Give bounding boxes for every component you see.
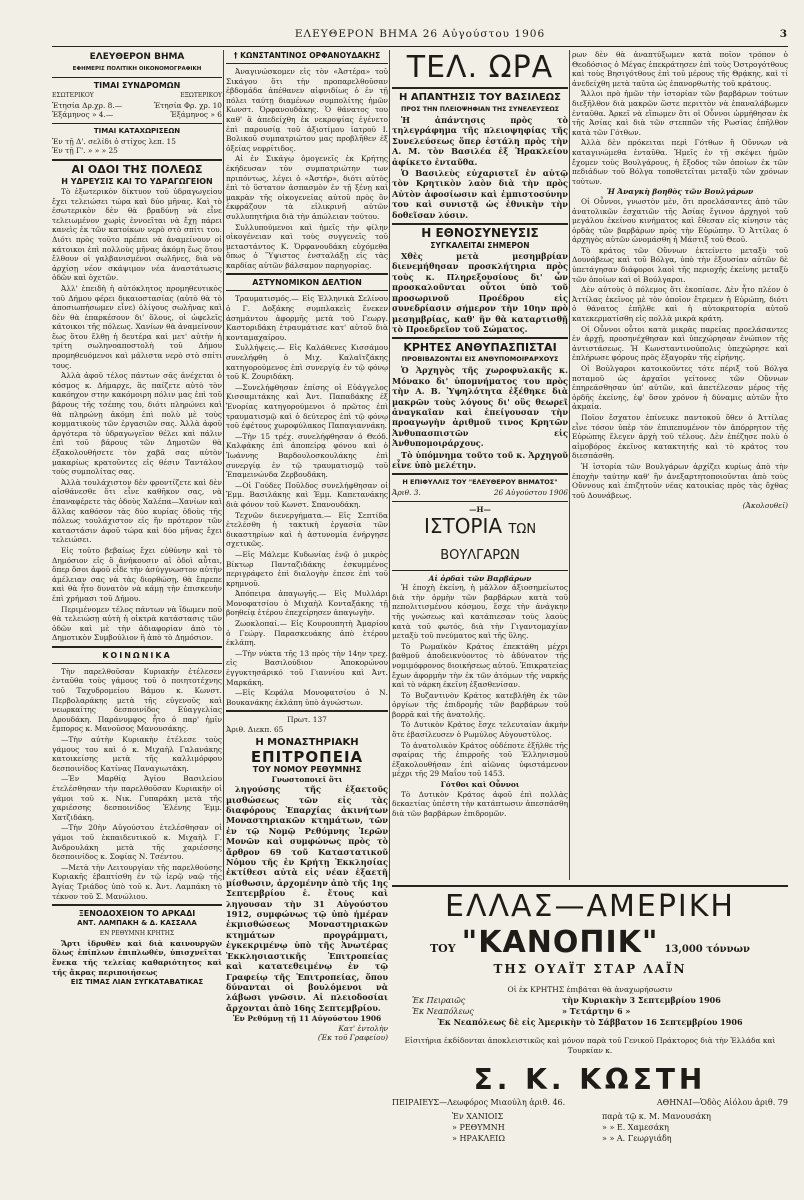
obituary-paragraph: Αἱ ἐν Σικάγῳ ὁμογενεῖς ἐκ Κρήτης ἐκήδευσαν τὸν συμπατριώτην των πριπόντως, λέγει ὁ «Ἀστήρ», διότι αὐτὸς ἐπὶ τὸ ὕστατον ἀσπασμὸν ἐν τῇ ξένῃ καὶ μακρὰν τῆς οἰκογενείας αὐτοῦ πρὸς ὃν ἐκφράζουν τὰ εἰλικρινῆ αὐτῶν συλλυπητήρια διὰ τὴν ἀπώλειαν τούτου. (226, 154, 388, 221)
history-paragraph: Τὸ ἀνατολικὸν Κράτος οὐδέποτε ἐξῆλθε τῆς σφαίρας τῆς ἐπιρροῆς τοῦ Ἑλληνισμοῦ ἐξακολουθήσαν ἐπὶ αἰῶνας ὑφιστάμενον μέχρι τῆς 29 Μαΐου τοῦ 1453. (392, 740, 568, 779)
obituary-title: † ΚΩΝΣΤΑΝΤΙΝΟΣ ΟΡΦΑΝΟΥΔΑΚΗΣ (233, 51, 381, 60)
monastery-subtitle: ΕΠΙΤΡΟΠΕΙΑ (250, 747, 364, 766)
police-paragraph: Τραυματισμός.— Εἰς Ἑλληνικὰ Σελίνου ὁ Γ. Δοξάκης συμπλακεὶς ἕνεκεν ἀσημάντου ἀφορμῆς μετὰ τοῦ Γεωργ. Καστοριδάκη ἐτραυμάτισε κατ' αὐτοῦ διὰ κονταμαχαίρου. (226, 294, 388, 342)
history-subheading: Γότθοι καὶ Οὖννοι (440, 780, 520, 790)
police-paragraph: Zωοκλοπαί.— Εἰς Κουρουπητὴ Ἀμαρίου ὁ Γεώργ. Παρασκευάκης ἀπὸ ἑτέρου ἐκλάπη. (226, 619, 388, 648)
king-title: Η ΑΠΑΝΤΗΣΙΣ ΤΟΥ ΒΑΣΙΛΕΩΣ (399, 92, 561, 103)
departure-date: τὴν Κυριακὴν 3 Σεπτεμβρίου 1906 (562, 995, 721, 1005)
monastery-signature: Κατ' ἐντολὴν (338, 1023, 388, 1033)
police-paragraph: —Εἰς Κεφάλα Μονοφατσίου ὁ Ν. Βουκανάκης ἐκλάπη ὑπὸ ἀγνώστων. (226, 688, 388, 707)
police-paragraph: Συλλήψεις.— Εἰς Καλάθενες Κισσάμου συνελήφθη ὁ Μιχ. Καλαϊτζάκης κατηγορούμενος ἐπὶ συνεργίᾳ ἐν τῷ φόνῳ τοῦ Κ. Ζουριδάκη. (226, 343, 388, 382)
ticket-note: Εἰσιτήρια ἐκδίδονται ἀποκλειστικῶς καὶ μόνον παρὰ τοῦ Γενικοῦ Πράκτορος διὰ τὴν Ἑλλάδα καὶ Τουρκίαν κ. (404, 1036, 776, 1055)
column-divider (389, 50, 390, 880)
agent-name: Σ. Κ. ΚΩΣΤΗ (473, 1063, 707, 1097)
social-paragraph: —Ἐν Μαρθίᾳ Ἁγίου Βασιλείου ἐτελέσθησαν τὴν παρελθοῦσαν Κυριακὴν οἱ γάμοι τοῦ κ. Νικ. Γυπαράκη μετὰ τῆς χαριέσσης δεσποινίδος Ἑλένης Ἐμμ. Χατζιδάκη. (52, 774, 222, 822)
ad-prices-title: ΤΙΜΑΙ ΚΑΤΑΧΩΡΙΣΕΩΝ (93, 126, 181, 135)
feuilleton-number: Ἀριθ. 3. (392, 488, 421, 498)
agent-address-piraeus: ΠΕΙΡΑΙΕΥΣ—Λεωφόρος Μιαούλη ἀριθ. 46. (392, 1098, 566, 1108)
officers-subtitle: ΠΡΟΒΙΒΑΖΟΝΤΑΙ ΕΙΣ ΑΝΘΥΠΟΜΟΙΡΑΡΧΟΥΣ (401, 355, 559, 364)
assembly-title: Η ΕΘΝΟΣΥΝΕΥΣΙΣ (421, 226, 539, 241)
history-continued-paragraph: ρων δὲν θὰ ἀναπτύξωμεν κατὰ ποῖον τρόπον ὁ Θεοδόσιος ὁ Μέγας ἐπεκράτησεν ἐπὶ τοὺς Ὀστρογότθους καὶ τοὺς Βησιγότθους ἐπὶ τοῦ μέρους τῆς Θρᾴκης, καὶ τί ἀνεδείχθη μετὰ ταῦτα ὡς ἐπανορθωτὴς τοῦ κράτους. (572, 50, 788, 88)
history-paragraph: Τὸ Δυτικὸν Κράτος ἔσχε τελευταίαν ἀκμὴν ὅτε ἐβασίλευσεν ὁ Ρωμύλος Αὐγουστύλος. (392, 720, 568, 740)
agent-address-athens: ΑΘΗΝΑΙ—Ὁδὸς Αἰόλου ἀριθ. 79 (656, 1098, 788, 1108)
column-divider (569, 50, 570, 880)
history-title-rest: ΤΩΝ ΒΟΥΛΓΑΡΩΝ (440, 521, 537, 563)
ad-price-row: Ἐν τῇ Γ'. » » » 25 (52, 146, 118, 156)
police-paragraph: —Εἰς Μάλεμε Κυδωνίας ἐνῷ ὁ μικρὸς Βίκτωρ Πανταζιδάκης ἐσκυμμένος περιγράφετο ἐπὶ διαλογὴν ἐπεσε ἐπὶ τοῦ κρημνοῦ. (226, 549, 388, 588)
latest-news-title: ΤΕΛ. ΩΡΑ (406, 50, 554, 85)
masthead (52, 28, 788, 44)
newspaper-logo: ΕΛΕΥΘΕΡΟΝ ΒΗΜΑ (89, 52, 185, 62)
officers-paragraph: Ὁ Ἀρχηγὸς τῆς χωροφυλακῆς κ. Μόνακο δι' ὑπομνήματος του πρὸς τὴν Α. Β. Ὑψηλότητα ἐξέθηκε διὰ μακρῶν τοὺς λόγους δι' οὓς θεωρεῖ ἀναγκαῖαν καὶ ἐπείγουσαν τὴν προαγωγὴν ἀριθμοῦ τινος Κρητῶν Ἀνθυπασπιστῶν εἰς Ἀνθυπομοιράρχους. (392, 365, 568, 449)
ship-name: "ΚΑΝΟΠΙΚ" (461, 925, 659, 960)
history-paragraph: Τὸ Βυζαντινὸν Κράτος κατεβλήθη ἐκ τῶν ὀργίων τῆς ἐπιδρομῆς τῶν βαρβάρων τοῦ βορρᾶ καὶ τῆς ἀνατολῆς. (392, 690, 568, 719)
king-paragraph: Ὁ Βασιλεὺς εὐχαριστεῖ ἐν αὐτῷ τὸν Κρητικὸν λαὸν διὰ τὴν πρὸς Αὐτὸν ἀφοσίωσιν καὶ ἐμπιστοσύνην του καὶ συνιστᾷ ὡς ἐθνικὴν τὴν δοθεῖσαν λύσιν. (392, 168, 568, 220)
monastery-paragraph: ληγούσης τῆς ἐξαετοῦς μισθώσεως τῶν εἰς τὰς διαφόρους Ἐπαρχίας ἀκινήτων Μοναστηριακῶν κτημάτων, τῶν ἐν τῷ Νομῷ Ρεθύμνης Ἱερῶν Μονῶν καὶ συμφώνως πρὸς τὸ ἄρθρον 69 τοῦ Καταστατικοῦ Νόμου τῆς ἐν Κρήτῃ Ἐκκλησίας ἐκτίθεσι αὐτὰ εἰς νέαν ἐξαετῆ μίσθωσιν, ἀρχομένην ἀπὸ τῆς 1ης Σεπτεμβρίου ἐ. ἔτους καὶ ληγουσαν τὴν 31 Αὐγούστου 1912, συμφώνως τῷ ὑπὸ ἡμέραν ἐκμισθώσεως Μοναστηριακῶν κτημάτων προγράμματι, ἐγκεκριμένῳ ὑπὸ τῆς Ἀνωτέρας Ἐκκλησιαστικῆς Ἐπιτροπείας καὶ κατατεθειμένῳ ἐν τῷ Γραφείῳ τῆς Ἐπιτροπείας, ὅπου δύνανται οἱ βουλόμενοι νὰ λάβωσι γνῶσιν. Αἱ πλειοδοσίαι ἄρχονται ἀπὸ 16ης Σεπτεμβρίου. (226, 784, 388, 1013)
departure-america: Ἐκ Νεαπόλεως δὲ εἰς Ἀμερικὴν τὸ Σάββατον 16 Σεπτεμβρίου 1906 (437, 1017, 743, 1027)
feuilleton-date: 26 Αὐγούστου 1906 (493, 488, 568, 498)
column-divider (223, 50, 224, 880)
history-paragraph: Τὸ Ρωμαϊκὸν Κράτος ἐπεκτάθη μέχρι βαθμοῦ ἀποδεικνύοντος τὸ ἀδύνατον τῆς νομιμόφρονος διοικήσεως αὐτοῦ. Ἐπικρατείας ἔχων ἀφορμὴν τὴν ἐκ τῶν ἀτόμων τῆς ναρκῆς καὶ τὸ νάρκη ἐκεῖνη ἐξασθενίσαν. (392, 641, 568, 690)
ad-price-row: Ἐν τῇ Δ'. σελίδι ὁ στίχος λεπ. 15 (52, 136, 176, 146)
subs-header-right: ΕΞΩΤΕΡΙΚΟΥ (180, 92, 222, 99)
obituary-paragraph: Συλλυπούμενοι καὶ ἡμεῖς τὴν φίλην οἰκογένειαν καὶ τοὺς συγγενεῖς τοῦ μεταστάντος Κ. Ὀρφανουδάκη εὐχόμεθα ὅπως ὁ Ὕψιστος ἐνσταλάξῃ εἰς τὰς καρδίας αὐτῶν βάλσαμον παρηγορίας. (226, 222, 388, 270)
agent-branches (392, 1111, 788, 1144)
history-continued-paragraph: Ἀλλὰ δὲν πρόκειται περὶ Γότθων ἢ Οὔννων νὰ καταγινώμεθα ἐνταῦθα. Ἡμεῖς ἐν τῇ σκέψει ἡμῶν ἔχομεν τοὺς Βουλγάρους, ἡ ἔξοδος τῶν ὁποίων ἐκ τῶν πεδιάδων τοῦ Βόλγα τοποθετεῖται μεταξὺ τῶν χρόνων τούτων. (572, 138, 788, 186)
history-title (392, 515, 568, 567)
departure-date: » Τετάρτην 6 » (562, 1006, 631, 1016)
departures-intro: Οἱ ἐκ ΚΡΗΤΗΣ ἐπιβάται θὰ ἀναχωρήσωσιν (507, 985, 673, 994)
social-paragraph: —Τὴν αὐτὴν Κυριακὴν ἐτέλεσε τοὺς γάμους του καὶ ὁ κ. Μιχαὴλ Γαλανάκης κατοικείσης μετὰ τῆς καλλιμόρφου δεσποινίδος Κατίνας Παναγιωτάκη. (52, 735, 222, 773)
history-continued-paragraph: Ἄλλοι πρὸ ἡμῶν τὴν ἱστορίαν τῶν βαρβάρων τούτων διεξῆλθον διὰ μακρῶν ὥστε περιττὸν νὰ ἐπαναλάβωμεν ἐνταῦθα. Ἀρκεῖ νὰ εἴπωμεν ὅτι οἱ Οὖννοι ὡρμήθησαν ἐκ τῆς Ἀσίας καὶ διὰ τῶν στεππῶν τῆς Ρωσίας ἐπῆλθον κατὰ τῶν Γότθων. (572, 89, 788, 137)
article-subtitle: Η ΥΔΡΕΥΣΙΣ ΚΑΙ ΤΟ ΥΔΡΑΓΩΓΕΙΟΝ (61, 176, 213, 186)
police-paragraph: —Συνελήφθησαν ἐπίσης οἱ Εὐάγγελος Κισσαμιτάκης καὶ Ἀντ. Παπαδάκης ἐξ Ἐνορίας κατηγορούμενοι ὁ πρῶτος ἐπὶ τραυματισμῷ καὶ ὁ δεύτερος ἐπὶ τῷ φόνῳ τοῦ ἐφέτους χωροφύλακος Παπαγιαννάκη. (226, 382, 388, 431)
logo-subtitle: ΕΦΗΜΕΡΙΣ ΠΟΛΙΤΙΚΗ ΟΙΚΟΝΟΜΟΓΡΑΦΙΚΗ (72, 66, 202, 72)
article-paragraph: Ἀλλ' ἐπειδὴ ἡ αὐτόκλητος προμηθευτικὸς τοῦ Δήμου φέρει δικαιοστασίας (αὐτὸ θὰ τὸ ἀποσιωπήσωμεν εἶνε) ὀλίγους σωλῆνας καὶ δὲν θὰ ἐπαρκέσουν δι' ὅλους, οἱ ὠφελεῖς κάτοικοι τῆς πόλεως. Χανίων θὰ ἀναμείνουν ἕως ὅτου ἔλθῃ ἡ δευτέρα καὶ μετ' αὐτὴν ἡ τρίτη σωληνοαποστολὴ τοῦ Δήμου προμηθευόμενοι καὶ μάλιστα νερὸ στὸ σπίτι τους. (52, 283, 222, 370)
history-continued-paragraph: Τὸ κράτος τῶν Οὔννων ἐκτείνετο μεταξὺ τοῦ Δουνάβεως καὶ τοῦ Βόλγα, ὑπὸ τὴν ἐξουσίαν αὐτῶν δὲ ὑπετάγησαν διάφοροι λαοὶ τῆς περιοχῆς ἐκείνης μεταξὺ τῶν ὁποίων καὶ οἱ Βούλγαροι. (572, 245, 788, 284)
history-paragraph: Τὸ Δυτικὸν Κράτος ἀφοῦ ἐπὶ πολλὰς δεκαετίας ὑπέστη τὴν κατάπτωσιν ἀπεσπάσθη διὰ τῶν βαρβάρων ἐπιδρομῶν. (392, 789, 568, 818)
hotel-title: ΞΕΝΟΔΟΧΕΙΟΝ ΤΟ ΑΡΚΑΔΙ (78, 909, 196, 919)
top-rule (52, 46, 788, 47)
king-paragraph: Ἡ ἀπάντησις πρὸς τὸ τηλεγράφημα τῆς πλειοψηφίας τῆς Συνελεύσεως ὅπερ ἐστάλη πρὸς τὴν Α. Μ. τὸν Βασιλέα ἐξ Ἡρακλείου ἀφίκετο ἐνταῦθα. (392, 115, 568, 167)
subs-half-foreign: Ἑξάμηνος » 6 (170, 110, 222, 120)
subs-half-domestic: Ἑξάμηνος » 4.— (52, 110, 114, 120)
hotel-owners: ΑΝΤ. ΛΑΜΠΑΚΗ & Δ. ΚΑΣΣΑΛΑ (77, 919, 197, 928)
monastery-date: Ἐν Ρεθύμνῃ τῇ 11 Αὐγούστου 1906 (232, 1014, 382, 1024)
branch-agent: » » Ε. Χαμεσάκη (602, 1123, 669, 1133)
social-title: ΚΟΙΝΩΝΙΚΑ (102, 650, 172, 660)
monastery-subtitle-2: ΤΟΥ ΝΟΜΟΥ ΡΕΘΥΜΝΗΣ (252, 764, 362, 774)
police-paragraph: Τεχνῶν διενεργήματα.— Εἰς Σεπτίδα ἐτελέσθη ἡ τακτικὴ ἐργασία τῶν δικαστηρίων καὶ ἡ ἀστυνομία ἐνήργησε σχετικῶς. (226, 510, 388, 549)
article-paragraph: Περιμένομεν τέλος πάντων νὰ ἴδωμεν ποῦ θὰ τελειώσῃ αὐτὴ ἡ οἰκτρὰ κατάστασις τῶν ὁδῶν καὶ μὲ τὴν ἀδιαφορίαν ἀπὸ τὸ Δημοτικὸν Συμβούλιον ἢ ἀπὸ τὸ Δημόσιον. (52, 604, 222, 643)
column-2 (226, 50, 388, 1043)
dispatch-number: Ἀριθ. Διεκπ. 65 (226, 725, 284, 734)
history-continued-paragraph: Οἱ Οὖννοι, γνωστὸν μὲν, ὅτι προελάσαντες ἀπὸ τῶν ἀνατολικῶν ἐσχατιῶν τῆς Ἀσίας ἔγινον ἀρχηγοὶ τοῦ μεγάλου ἐκείνου κινήματος καὶ ἔθεσαν εἰς κίνησιν τὰς ὁρδὰς τῶν βαρβάρων πρὸς τὴν Εὐρώπην. Ὁ Ἀττίλας ὁ ἀρχηγὸς αὐτῶν ὠνομάσθη ἡ Μάστιξ τοῦ Θεοῦ. (572, 196, 788, 245)
branch-agent: » » Α. Γεωργιάδη (602, 1134, 672, 1144)
history-title-main: ΙΣΤΟΡΙΑ (423, 513, 503, 538)
column-3 (392, 50, 568, 819)
column-1 (52, 50, 222, 988)
subs-header-left: ΕΣΩΤΕΡΙΚΟΥ (52, 92, 94, 99)
feuilleton-header: Η ΕΠΙΦΥΛΛΙΣ ΤΟΥ "ΕΛΕΥΘΕΡΟΥ ΒΗΜΑΤΟΣ" (402, 478, 558, 487)
social-paragraph: —Τὴν 20ὴν Αὐγούστου ἐτελέσθησαν οἱ γάμοι τοῦ ἐκπαιδευτικοῦ κ. Μιχαὴλ Γ. Ἀνδρουλάκη μετὰ τῆς χαριέσσης δεσποινίδος κ. Σοφίας Ν. Τσέντου. (52, 823, 222, 862)
hotel-paragraph: Ἄρτι ἱδρυθὲν καὶ διὰ καινουργῶν ὅλως ἐπίπλων ἐπιπλωθέν, ὑπισχνεῖται ἕνεκα τῆς τελείας καθαριότητος καὶ τῆς ἄκρας περιποιήσεως (52, 938, 222, 977)
departure-port: Ἐκ Νεαπόλεως (412, 1007, 474, 1016)
hotel-footer: ΕΙΣ ΤΙΜΑΣ ΛΙΑΝ ΣΥΓΚΑΤΑΒΑΤΙΚΑΣ (70, 978, 204, 987)
masthead-title: ΕΛΕΥΘΕΡΟΝ ΒΗΜΑ 26 Αὐγούστου 1906 (294, 28, 546, 40)
assembly-subtitle: ΣΥΓΚΑΛΕΙΤΑΙ ΣΗΜΕΡΟΝ (430, 241, 530, 251)
protocol-number: Πρωτ. 137 (287, 715, 327, 725)
history-paragraph: Ἡ ἐποχὴ ἐκείνη, ἡ μᾶλλον ἀξιοσημείωτος διὰ τὴν ὁρμὴν τῶν βαρβάρων κατὰ τοῦ πεπολιτισμένου κόσμου, ἔσχε τὴν ἀνάγκην τῆς γνώσεως καὶ κατάπιεσαν τοὺς λαοὺς κατὰ τοῦ φωτός, διὰ τὴν Γιγαντομαχίαν μεταξὺ τοῦ πνεύματος καὶ τῆς ὕλης. (392, 583, 568, 641)
continued-note: (Ἀκολουθεῖ) (742, 501, 788, 511)
officers-title: ΚΡΗΤΕΣ ΑΝΘΥΠΑΣΠΙΣΤΑΙ (403, 341, 557, 355)
page-number: 3 (779, 28, 788, 40)
branch-city: » ΗΡΑΚΛΕΙΩ (452, 1134, 505, 1144)
article-paragraph: Τὸ ἐξωτερικὸν δίκτυον τοῦ ὑδραγωγείου ἔχει τελειώσει τώρα καὶ δύο μῆνας. Καὶ τὸ ἐσωτερικὸν δὲν θὰ βραδύνῃ νὰ εἶνε τελειωμένον χωρὶς ἐννοεῖται νὰ ἔχῃ πάρει κανεὶς ἐκ τῶν κατοίκων νερὸ στὸ σπίτι του. Διότι πρὸς τοῦτο πρέπει νὰ ἀναμείνουν οἱ κάτοικοι ἐπὶ πολλοὺς μῆνας ἀκόμη ἕως ὅτου ἔλθουν οἱ γαλβανισμένοι σωλῆνες, διὰ νὰ ἀρχίσῃ νέον σκάψιμον νέα ἀναστάτωσις ὁδῶν καὶ ὀχετῶν. (52, 186, 222, 283)
article-title: ΑΙ ΟΔΟΙ ΤΗΣ ΠΟΛΕΩΣ (71, 162, 203, 176)
police-paragraph: —Τὴν νύκτα τῆς 13 πρὸς τὴν 14ην τρεχ. εἰς Βασιλούδιον Ἀποκορώνου ἐγγυκτησάρικό τοῦ Γιαννίου καὶ Ἀντ. Μαρκάκη. (226, 648, 388, 687)
ship-tonnage: 13,000 τόννων (664, 944, 750, 955)
monastery-announce: Γνωστοποιεῖ ὅτι (271, 774, 343, 784)
monastery-title: Η ΜΟΝΑΣΤΗΡΙΑΚΗ (255, 736, 359, 748)
branch-agent: παρὰ τῷ κ. Μ. Μανουσάκη (602, 1112, 711, 1122)
social-paragraph: —Μετὰ τὴν Λειτουργίαν τῆς παρελθούσης Κυριακῆς ἐβαπτίσθη ἐν τῷ ἱερῷ ναῷ τῆς Ἁγίας Τριάδος ὑπὸ τοῦ κ. Ἀντ. Λαμπάκη τὸ τέκνον τοῦ Σ. Μανώλιου. (52, 862, 222, 901)
branch-city: » ΡΕΘΥΜΝΗ (452, 1123, 505, 1133)
history-continued-paragraph: Οἱ Βούλγαροι κατοικοῦντες τότε πέριξ τοῦ Βόλγα ποταμοῦ ὡς ἀρχαῖοι γείτονες τῶν Οὔννων ἐπηρεάσθησαν ὑπ' αὐτῶν, καὶ ἀπετέλεσαν μέρος τῆς ὁρδῆς ἐκείνης, ἐφ' ὅσον χρόνον ἡ δύναμις αὐτῶν ἦτο ἀκμαία. (572, 364, 788, 412)
assembly-paragraph: Χθὲς μετὰ μεσημβρίαν διενεμήθησαν προσκλήτηρια πρὸς τοὺς κ. Πληρεξουσίους δι' ὧν προσκαλοῦνται οὗτοι ὑπὸ τοῦ προσωρινοῦ Προέδρου εἰς συνεδρίασιν σήμερον τὴν 10ην πρὸ μεσημβρίας, καθ' ἣν θὰ καταρτισθῇ τὸ Προεδρεῖον τοῦ Σώματος. (392, 251, 568, 334)
subs-annual-domestic: Ἐτησία Δρ.χρ. 8.— (52, 100, 123, 110)
history-continued-paragraph: Οἱ Οὖννοι οὗτοι κατὰ μικρὰς παρείας προελάσαντες ἐν ἀρχῇ, προσηνέχθησαν καὶ ὑπεχώρησαν ἐνώπιον τῆς ἀντιστάσεως. Ἡ Κωνσταντινούπολις ὑπεχώρησε καὶ ἐπλήρωσε φόρους πρὸς ἐξαγορὰν τῆς εἰρήνης. (572, 324, 788, 363)
shipping-line: ΤΗΣ ΟΥΑΪΤ ΣΤΑΡ ΛΑΪΝ (493, 962, 687, 976)
article-paragraph: Εἰς τοῦτο βεβαίως ἔχει εὐθύνην καὶ τὸ Δημόσιον εἰς ὃ ἀνήκουσιν αἱ ὁδοὶ αὗται, ὅπερ ὅσοι ἀφοῦ εἶδε τὴν ἀσύγγνωστον αὐτὴν ἀμέλειαν σας νὰ τὰς διορθώσῃ, θὰ ἔπρεπε καὶ θὰ ἦτο δυνατὸν νὰ κάμῃ τὴν ἐπισκευὴν ἐπὶ χρήμασι τοῦ Δήμου. (52, 545, 222, 603)
subscriptions-title: ΤΙΜΑΙ ΣΥΝΔΡΟΜΩΝ (93, 81, 181, 90)
social-paragraph: Τὴν παρελθοῦσαν Κυριακὴν ἐτέλεσεν ἐνταῦθα τοὺς γάμους τοῦ ὁ ποιητοτέχνης τοῦ Ταχυδρομείου Βάμου κ. Κωνστ. Περβολαράκης μετὰ τῆς εὐγενοῦς καὶ νεωρκαίτης δεσποινίδος Εὐαγγελίας Δρουδάκη. Παράνυμφος ἦτο ὁ παρ' ἡμῖν ἔμπορος κ. Μανοῦσος Μανουσάκης. (52, 666, 222, 734)
history-continued-paragraph: Ποῖον ἔσχατον ἐπίνευκε παντοκοῦ ὅθεν ὁ Ἀττίλας εἶνε τόσον ὑπὲρ τὸν ἐπιπεπυμένον τὸν ἀπόρρητον τῆς Εὐρώπης ἔλεγεν ἀρχὴ τοῦ τέλους. Δὲν ἐπέζησε πολὺ ὁ αἱμοβόρος ἐκεῖνος κατακτητής καὶ τὸ κράτος του διεσπάσθη. (572, 412, 788, 461)
column-4 (572, 50, 788, 511)
departure-port: Ἐκ Πειραιῶς (412, 996, 466, 1005)
article-paragraph: Ἀλλὰ τουλάχιστον δὲν φροντίζετε καὶ δὲν αἰσθάνεσθε ὅτι εἶνε καθῆκον σας, νὰ ἐπαναφέρετε τὰς ὁδοὺς Χαλέπα—Χανίων καὶ ἄλλας καθόσον τὰς δύο κυρίας ὁδοὺς τῆς πόλεως τουλάχιστον εἰς ἣν πρότερον τῶν καταστάσιν ἀφοῦ τώρα καὶ δύο μῆνας ἔχει τελειώσει. (52, 477, 222, 545)
obituary-paragraph: Ἀναγινώσκομεν εἰς τὸν «Ἀστέρα» τοῦ Σικάγου ὅτι τὴν προπαρελθοῦσαν ἑβδομάδα ἀπέθανεν αἰφνιδίως ὁ ἐν τῇ πόλει ταύτῃ διαμένων συμπολίτης ἡμῶν Κωνστ. Ὀρφανουδάκης. Ὁ θάνατος του καθ' ἃ ἀπεδείχθη ἐκ νεκροψίας ἐγένετο ἐπὶ παρουσίᾳ τοῦ ἀξιοτίμου ἰατροῦ Ι. Βολικοῦ συμπατριώτου μας προβλῆθεν ἐξ ὀξείας νεφρίτιδος. (226, 67, 388, 153)
history-continued-paragraph: Δὲν αὐτοὺς ὁ πόλεμος ὅτι ἐκοπίασε. Δὲν ἦτο πλέον ὁ Ἀττίλας ἐκεῖνος μὲ τὸν ὁποῖον ἔτρεμεν ἡ Εὐρώπη, διότι ὁ θάνατος ἐπῆλθε καὶ ἡ αὐτοκρατορία αὐτοῦ κατεκερματίσθη εἰς πολλὰ μικρὰ κράτη. (572, 285, 788, 324)
police-paragraph: Ἀπόπειρα ἀπαγωγῆς.— Εἰς Μυλλάρι Μονοφατσίου ὁ Μιχαὴλ Κονταξάκης τῇ βοηθείᾳ ἑτέρου ἐπεχείρησεν ἀπαγωγὴν. (226, 589, 388, 618)
branch-city: Ἐν ΧΑΝΙΟΙΣ (452, 1112, 504, 1122)
history-subtitle: Αἱ ὁρδαὶ τῶν Βαρβάρων (428, 573, 532, 583)
king-subtitle: ΠΡΟΣ ΤΗΝ ΠΛΕΙΟΨΗΦΙΑΝ ΤΗΣ ΣΥΝΕΛΕΥΣΕΩΣ (400, 106, 560, 113)
monastery-signature-2: (Ἐκ τοῦ Γραφείου) (317, 1033, 388, 1043)
police-title: ΑΣΤΥΝΟΜΙΚΟΝ ΔΕΛΤΙΟΝ (252, 278, 362, 288)
history-subheading: Ἡ Ἀναγκὴ βοηθὸς τῶν Βουλγάρων (606, 187, 754, 197)
history-article-mark: —Η— (469, 504, 491, 514)
article-paragraph: Ἀλλὰ ἀφοῦ τέλος πάντων σᾶς ἀνέχεται ὁ κόσμος κ. Δήμαρχε, ἂς παίζετε αὐτὸ τὸν κακόηχον στην κακόμοιρη πόλιν μας ἐπὶ τοῦ βάρους τῆς τσέπης του, διότι πληρώνει καὶ θὰ πληρώνῃ ἀκόμη ἐπὶ πολὺ μὲ τοὺς κομματικοὺς τῶν ἐργασιῶν σας. Ἀλλὰ ἀφοῦ ἀργότερα τὸ ὑδραγωγεῖον θέλει καὶ πάλιν ἐπὶ τοῦ βάρους τῶν Δημοτῶν θὰ ἐξακολουθήσετε τὸν χαβᾶ σας αὐτὸν μακαρίως κρατοῦντες εἰς θέσιν Ταντάλου τοὺς συμπολίτας σας. (52, 371, 222, 477)
hotel-location: ΕΝ ΡΕΘΥΜΝΗ ΚΡΗΤΗΣ (99, 930, 175, 938)
history-continued-paragraph: Ἡ ἱστορία τῶν Βουλγάρων ἀρχίζει κυρίως ἀπὸ τὴν ἐποχὴν ταύτην καθ' ἣν ἀνεξαρτητοποιοῦνται ἀπὸ τοὺς Οὔννους καὶ ἐπιζητοῦν νέας κατοικίας πρὸς τὰς ὄχθας τοῦ Δουνάβεως. (572, 461, 788, 500)
steamship-advertisement (392, 885, 788, 1175)
departures (392, 984, 788, 1028)
officers-paragraph: Τὸ ὑπόμνημα τοῦτο τοῦ κ. Ἀρχηγοῦ εἶνε ὑπὸ μελέτην. (392, 449, 568, 470)
police-paragraph: —Οἱ Γούδες Ποῦλδος συνελήφθησαν οἱ Ἐμμ. Βασιλάκης καὶ Ἐμμ. Καπετανάκης διὰ φόνον τοῦ Κωνστ. Σπανουδάκη. (226, 480, 388, 509)
police-paragraph: —Τὴν 15 τρέχ. συνελήφθησαν ὁ Θεόδ. Καλφάκης ἐπὶ ἀποπείρᾳ φόνου καὶ ὁ Ἰωάννης Βαρδουλοσκουλάκης ἐπὶ συνεργίᾳ ἐν τῷ τραυματισμῷ τοῦ Ἐπαμεινώνδα Ζερβουδάκη. (226, 431, 388, 480)
subs-annual-foreign: Ἐτησία Φρ. χρ. 10 (153, 100, 222, 110)
ad-title: ΕΛΛΑΣ—ΑΜΕΡΙΚΗ (444, 889, 735, 924)
ad-tou: ΤΟΥ (430, 942, 456, 955)
